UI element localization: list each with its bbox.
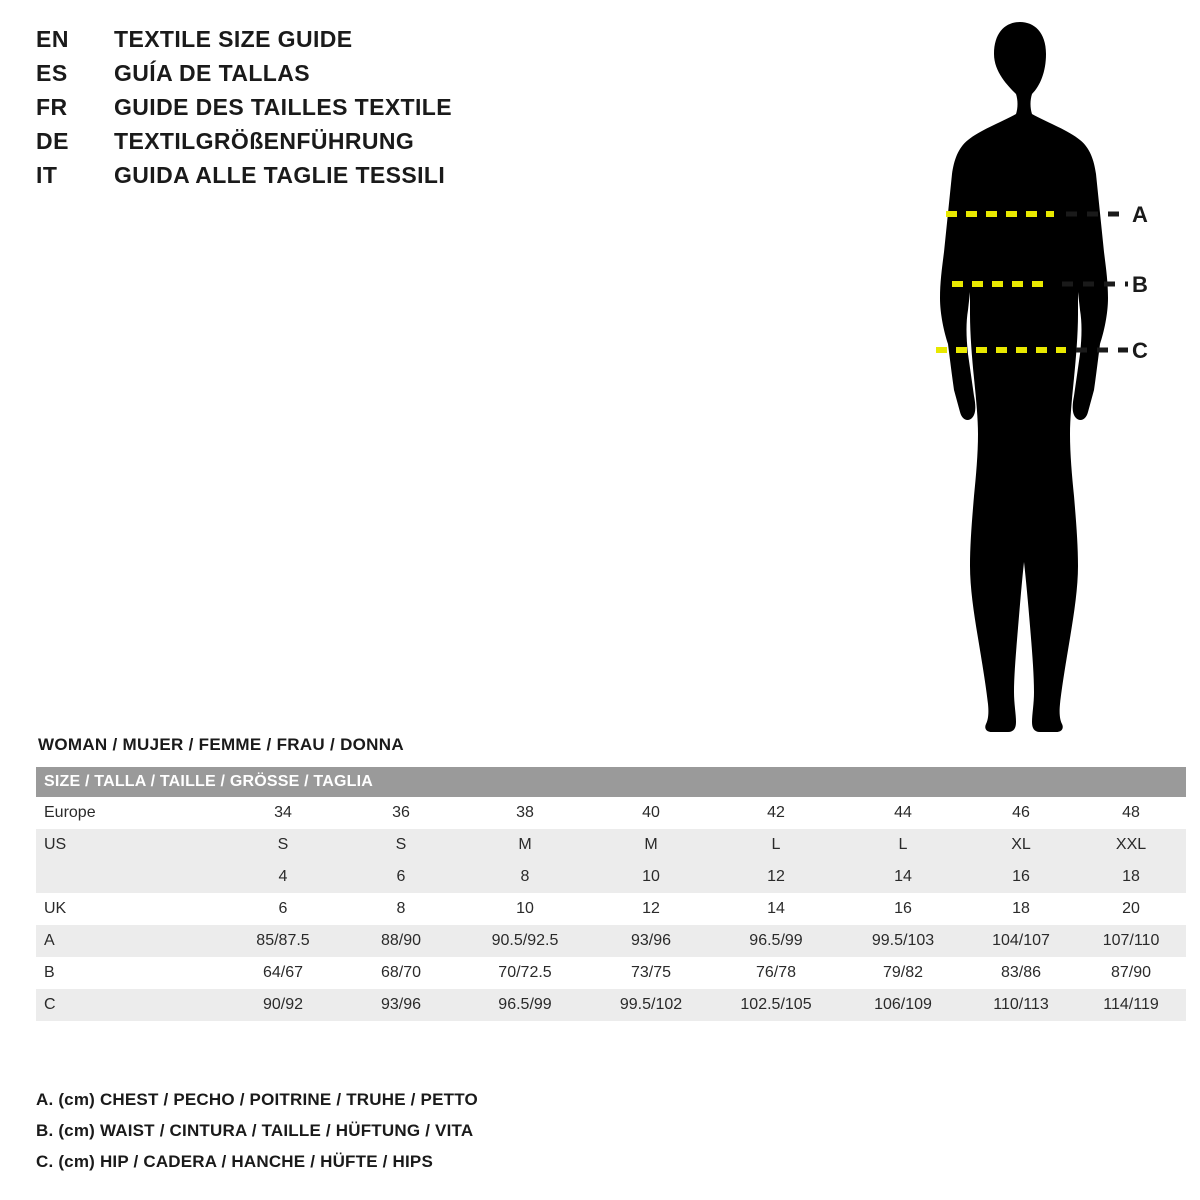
- table-cell: 102.5/105: [712, 989, 840, 1021]
- table-cell: 87/90: [1076, 957, 1186, 989]
- language-code: EN: [36, 26, 69, 52]
- table-cell: 34: [224, 797, 342, 829]
- table-cell: S: [224, 829, 342, 861]
- table-cell: XL: [966, 829, 1076, 861]
- language-title: TEXTILE SIZE GUIDE: [114, 26, 353, 52]
- row-label: A: [36, 925, 224, 957]
- table-cell: 20: [1076, 893, 1186, 925]
- marker-label-b: B: [1132, 272, 1148, 297]
- table-cell: 12: [712, 861, 840, 893]
- table-cell: 104/107: [966, 925, 1076, 957]
- table-cell: 8: [342, 893, 460, 925]
- table-cell: 10: [590, 861, 712, 893]
- table-cell: L: [712, 829, 840, 861]
- table-cell: 4: [224, 861, 342, 893]
- row-label: [36, 861, 224, 893]
- table-cell: 18: [1076, 861, 1186, 893]
- table-cell: 46: [966, 797, 1076, 829]
- table-cell: 93/96: [590, 925, 712, 957]
- table-cell: 79/82: [840, 957, 966, 989]
- table-row: [36, 797, 1186, 829]
- table-cell: 64/67: [224, 957, 342, 989]
- table-cell: 96.5/99: [712, 925, 840, 957]
- table-cell: 18: [966, 893, 1076, 925]
- table-cell: 110/113: [966, 989, 1076, 1021]
- language-title-list: [36, 26, 556, 196]
- table-cell: 6: [224, 893, 342, 925]
- legend-line-b: B. (cm) WAIST / CINTURA / TAILLE / HÜFTUNG / VITA: [36, 1121, 474, 1140]
- table-cell: 16: [840, 893, 966, 925]
- table-row: [36, 989, 1186, 1021]
- measurement-legend: [36, 1090, 936, 1183]
- language-row: [36, 60, 556, 94]
- table-cell: M: [460, 829, 590, 861]
- language-code: DE: [36, 128, 69, 154]
- language-title: GUIDE DES TAILLES TEXTILE: [114, 94, 452, 120]
- table-cell: 40: [590, 797, 712, 829]
- language-code: ES: [36, 60, 68, 86]
- table-cell: 8: [460, 861, 590, 893]
- table-cell: 14: [840, 861, 966, 893]
- table-cell: 70/72.5: [460, 957, 590, 989]
- table-cell: 96.5/99: [460, 989, 590, 1021]
- size-table: [36, 767, 1186, 1021]
- language-code: IT: [36, 162, 58, 188]
- table-cell: 44: [840, 797, 966, 829]
- row-label: C: [36, 989, 224, 1021]
- language-row: [36, 94, 556, 128]
- table-cell: 14: [712, 893, 840, 925]
- table-row: [36, 893, 1186, 925]
- table-cell: 114/119: [1076, 989, 1186, 1021]
- body-silhouette-icon: [860, 14, 1190, 754]
- marker-label-a: A: [1132, 202, 1148, 227]
- language-row: [36, 162, 556, 196]
- table-cell: 106/109: [840, 989, 966, 1021]
- table-cell: 16: [966, 861, 1076, 893]
- language-title: TEXTILGRÖßENFÜHRUNG: [114, 128, 415, 154]
- language-title: GUIDA ALLE TAGLIE TESSILI: [114, 162, 446, 188]
- marker-label-c: C: [1132, 338, 1148, 363]
- table-cell: L: [840, 829, 966, 861]
- table-cell: 107/110: [1076, 925, 1186, 957]
- table-cell: 88/90: [342, 925, 460, 957]
- table-row: [36, 829, 1186, 861]
- language-code: FR: [36, 94, 68, 120]
- row-label: UK: [36, 893, 224, 925]
- table-cell: 83/86: [966, 957, 1076, 989]
- language-row: [36, 128, 556, 162]
- row-label: US: [36, 829, 224, 861]
- table-row: [36, 861, 1186, 893]
- table-row: [36, 957, 1186, 989]
- language-row: [36, 26, 556, 60]
- table-header-row: [36, 767, 1186, 797]
- table-cell: 85/87.5: [224, 925, 342, 957]
- row-label: Europe: [36, 797, 224, 829]
- table-row: [36, 925, 1186, 957]
- size-header-cell: SIZE / TALLA / TAILLE / GRÖSSE / TAGLIA: [36, 767, 1186, 797]
- table-cell: 90/92: [224, 989, 342, 1021]
- table-cell: 38: [460, 797, 590, 829]
- table-cell: 42: [712, 797, 840, 829]
- table-cell: 48: [1076, 797, 1186, 829]
- table-cell: 6: [342, 861, 460, 893]
- legend-line-c: C. (cm) HIP / CADERA / HANCHE / HÜFTE / HIPS: [36, 1152, 434, 1171]
- table-cell: 90.5/92.5: [460, 925, 590, 957]
- table-cell: XXL: [1076, 829, 1186, 861]
- table-cell: 99.5/102: [590, 989, 712, 1021]
- table-cell: 73/75: [590, 957, 712, 989]
- table-cell: 99.5/103: [840, 925, 966, 957]
- table-cell: 76/78: [712, 957, 840, 989]
- gender-title: WOMAN / MUJER / FEMME / FRAU / DONNA: [38, 735, 404, 754]
- table-cell: S: [342, 829, 460, 861]
- table-cell: 10: [460, 893, 590, 925]
- female-body-figure: [860, 14, 1190, 754]
- table-cell: 36: [342, 797, 460, 829]
- language-title: GUÍA DE TALLAS: [114, 60, 310, 86]
- table-cell: 68/70: [342, 957, 460, 989]
- table-cell: 93/96: [342, 989, 460, 1021]
- legend-line-a: A. (cm) CHEST / PECHO / POITRINE / TRUHE / PETTO: [36, 1090, 478, 1109]
- size-table-section: [36, 735, 1164, 1021]
- table-cell: 12: [590, 893, 712, 925]
- table-cell: M: [590, 829, 712, 861]
- row-label: B: [36, 957, 224, 989]
